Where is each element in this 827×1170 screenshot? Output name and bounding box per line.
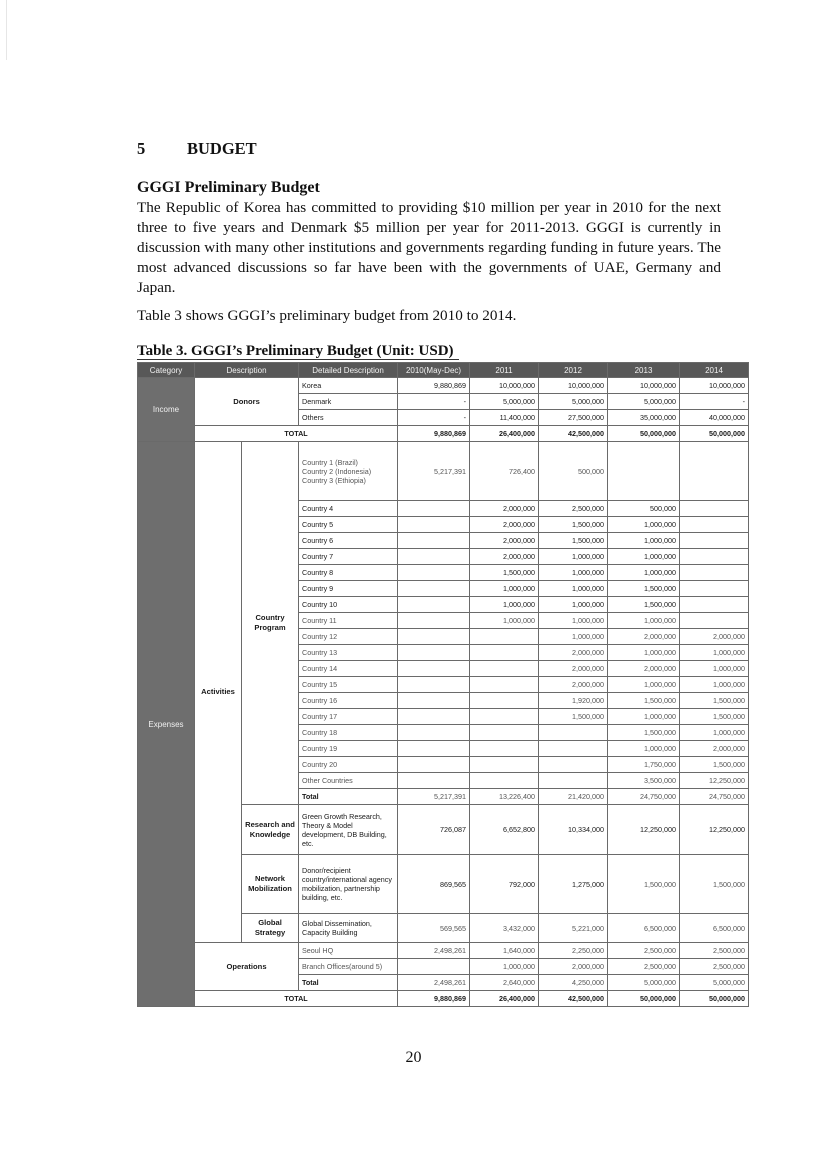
expenses-total-row <box>138 991 749 1007</box>
header-2012: 2012 <box>539 363 608 378</box>
cell-value <box>539 741 608 757</box>
cell-value: 2,000,000 <box>470 549 539 565</box>
cell-value: 6,500,000 <box>608 914 680 943</box>
cell-value: 5,000,000 <box>539 394 608 410</box>
cell-value: 2,500,000 <box>680 959 749 975</box>
cell-value: 2,500,000 <box>608 959 680 975</box>
cell-value: 1,500,000 <box>608 855 680 914</box>
cell-detail: Country 20 <box>299 757 398 773</box>
cell-value: 5,000,000 <box>608 975 680 991</box>
table-row <box>138 442 749 501</box>
cell-value: 10,000,000 <box>539 378 608 394</box>
cell-detail: Country 9 <box>299 581 398 597</box>
cell-value: 2,500,000 <box>608 943 680 959</box>
cell-value <box>470 629 539 645</box>
cell-value: 1,000,000 <box>470 597 539 613</box>
cell-value <box>470 645 539 661</box>
cell-value: 2,000,000 <box>680 629 749 645</box>
cell-value: 35,000,000 <box>608 410 680 426</box>
cell-value <box>470 709 539 725</box>
cell-value: 6,500,000 <box>680 914 749 943</box>
cell-value: 21,420,000 <box>539 789 608 805</box>
cell-value: 1,500,000 <box>539 709 608 725</box>
group-activities: Activities <box>195 442 242 943</box>
cell-detail: Country 7 <box>299 549 398 565</box>
cell-value: 2,500,000 <box>539 501 608 517</box>
cell-value: 1,500,000 <box>680 709 749 725</box>
cell-value: 2,000,000 <box>470 501 539 517</box>
cell-value: 12,250,000 <box>608 805 680 855</box>
cell-value: 2,000,000 <box>539 959 608 975</box>
cell-value <box>398 645 470 661</box>
cell-value: 2,250,000 <box>539 943 608 959</box>
cell-value <box>398 661 470 677</box>
cell-value: 4,250,000 <box>539 975 608 991</box>
table-header-row <box>138 363 749 378</box>
cell-value: 726,400 <box>470 442 539 501</box>
cell-value: 50,000,000 <box>608 991 680 1007</box>
cell-value: 1,500,000 <box>608 581 680 597</box>
cell-value: 1,000,000 <box>608 645 680 661</box>
cell-detail: Country 18 <box>299 725 398 741</box>
cell-detail: Country 13 <box>299 645 398 661</box>
cell-value: 3,500,000 <box>608 773 680 789</box>
cell-detail: Country 17 <box>299 709 398 725</box>
cell-value <box>470 741 539 757</box>
cell-value: 2,498,261 <box>398 975 470 991</box>
cell-value <box>398 757 470 773</box>
cell-value <box>680 597 749 613</box>
cell-value: 1,500,000 <box>680 693 749 709</box>
cell-detail: Country 1 (Brazil) Country 2 (Indonesia) Country 3 (Ethiopia) <box>299 442 398 501</box>
cell-value: 1,000,000 <box>680 661 749 677</box>
subgroup-country-program: Country Program <box>242 442 299 805</box>
cell-value: 869,565 <box>398 855 470 914</box>
header-category: Category <box>138 363 195 378</box>
cell-value: 5,000,000 <box>680 975 749 991</box>
cell-value: 2,000,000 <box>539 677 608 693</box>
cell-value <box>539 773 608 789</box>
cell-value: 10,000,000 <box>680 378 749 394</box>
cell-detail: Country 8 <box>299 565 398 581</box>
cell-value: 26,400,000 <box>470 426 539 442</box>
cell-value <box>680 442 749 501</box>
cell-value: - <box>680 394 749 410</box>
income-total-label: TOTAL <box>195 426 398 442</box>
cell-value <box>398 597 470 613</box>
cell-detail: Country 16 <box>299 693 398 709</box>
cell-value <box>398 741 470 757</box>
cell-value <box>398 629 470 645</box>
cell-detail: Country 19 <box>299 741 398 757</box>
section-heading <box>137 139 257 159</box>
cell-value: 5,217,391 <box>398 442 470 501</box>
cell-value: 12,250,000 <box>680 773 749 789</box>
cell-value: 2,000,000 <box>680 741 749 757</box>
header-2014: 2014 <box>680 363 749 378</box>
cell-value: 1,500,000 <box>680 855 749 914</box>
cell-value: 2,500,000 <box>680 943 749 959</box>
cell-value: 2,000,000 <box>539 645 608 661</box>
label-network: Network Mobilization <box>242 855 299 914</box>
cell-value <box>398 693 470 709</box>
cell-value <box>398 501 470 517</box>
cell-value: 2,498,261 <box>398 943 470 959</box>
cell-value: 6,652,800 <box>470 805 539 855</box>
cell-value: 1,000,000 <box>608 549 680 565</box>
cell-value <box>680 517 749 533</box>
cell-value: 1,000,000 <box>539 629 608 645</box>
cell-detail: Other Countries <box>299 773 398 789</box>
cell-value <box>470 757 539 773</box>
cell-detail: Country 5 <box>299 517 398 533</box>
cell-value: 1,640,000 <box>470 943 539 959</box>
cell-value: 1,500,000 <box>539 533 608 549</box>
cell-detail: Country 11 <box>299 613 398 629</box>
cell-value: 10,000,000 <box>470 378 539 394</box>
cell-detail: Country 12 <box>299 629 398 645</box>
cell-value <box>398 773 470 789</box>
cell-value <box>539 725 608 741</box>
cell-value: 1,750,000 <box>608 757 680 773</box>
cell-detail: Korea <box>299 378 398 394</box>
cell-value: 9,880,869 <box>398 991 470 1007</box>
cell-value <box>398 549 470 565</box>
cell-detail: Green Growth Research, Theory & Model development, DB Building, etc. <box>299 805 398 855</box>
cell-value: 24,750,000 <box>680 789 749 805</box>
cell-value: 2,000,000 <box>608 661 680 677</box>
cell-value <box>398 517 470 533</box>
cell-value <box>608 442 680 501</box>
cell-value: 5,217,391 <box>398 789 470 805</box>
header-2010: 2010(May-Dec) <box>398 363 470 378</box>
cell-value: 10,000,000 <box>608 378 680 394</box>
cell-value <box>398 677 470 693</box>
cell-detail: Total <box>299 789 398 805</box>
cell-value: - <box>398 410 470 426</box>
cell-value: - <box>398 394 470 410</box>
category-expenses: Expenses <box>138 442 195 1007</box>
cell-value: 13,226,400 <box>470 789 539 805</box>
header-2013: 2013 <box>608 363 680 378</box>
cell-value <box>470 773 539 789</box>
cell-value: 1,000,000 <box>608 565 680 581</box>
label-research: Research and Knowledge <box>242 805 299 855</box>
cell-value <box>398 725 470 741</box>
cell-value: 50,000,000 <box>608 426 680 442</box>
cell-detail: Global Dissemination, Capacity Building <box>299 914 398 943</box>
cell-value <box>680 533 749 549</box>
cell-value <box>680 581 749 597</box>
paragraph-table-intro: Table 3 shows GGGI’s preliminary budget from 2010 to 2014. <box>137 307 517 324</box>
cell-value: 1,000,000 <box>539 597 608 613</box>
cell-value: 2,000,000 <box>470 517 539 533</box>
cell-value <box>470 677 539 693</box>
cell-value <box>398 709 470 725</box>
cell-value <box>470 693 539 709</box>
cell-value: 1,275,000 <box>539 855 608 914</box>
cell-value <box>680 549 749 565</box>
cell-value: 24,750,000 <box>608 789 680 805</box>
cell-value <box>398 533 470 549</box>
section-number: 5 <box>137 139 146 158</box>
budget-table <box>137 362 749 1007</box>
cell-value: 27,500,000 <box>539 410 608 426</box>
cell-value: 11,400,000 <box>470 410 539 426</box>
cell-value: 2,640,000 <box>470 975 539 991</box>
table-caption: Table 3. GGGI’s Preliminary Budget (Unit: USD) <box>137 343 454 359</box>
header-description: Description <box>195 363 299 378</box>
cell-value: 1,920,000 <box>539 693 608 709</box>
cell-detail: Others <box>299 410 398 426</box>
cell-detail: Country 6 <box>299 533 398 549</box>
cell-value: 42,500,000 <box>539 991 608 1007</box>
header-2011: 2011 <box>470 363 539 378</box>
cell-detail: Denmark <box>299 394 398 410</box>
cell-value: 726,087 <box>398 805 470 855</box>
cell-detail: Country 4 <box>299 501 398 517</box>
cell-detail: Donor/recipient country/international agency mobilization, partnership building, etc. <box>299 855 398 914</box>
cell-value <box>398 613 470 629</box>
label-operations: Operations <box>195 943 299 991</box>
cell-value: 50,000,000 <box>680 426 749 442</box>
label-global: Global Strategy <box>242 914 299 943</box>
cell-value: 2,000,000 <box>608 629 680 645</box>
cell-value: 1,500,000 <box>470 565 539 581</box>
cell-value: 42,500,000 <box>539 426 608 442</box>
cell-value: 1,000,000 <box>539 581 608 597</box>
cell-detail: Country 14 <box>299 661 398 677</box>
cell-value: 500,000 <box>539 442 608 501</box>
expenses-total-label: TOTAL <box>195 991 398 1007</box>
cell-value: 1,000,000 <box>608 709 680 725</box>
cell-value <box>680 501 749 517</box>
cell-value: 1,000,000 <box>680 725 749 741</box>
income-total-row <box>138 426 749 442</box>
cell-value: 1,000,000 <box>608 677 680 693</box>
cell-value <box>398 581 470 597</box>
cell-value: 1,000,000 <box>470 581 539 597</box>
page-number: 20 <box>405 1049 422 1066</box>
cell-value: 1,000,000 <box>680 645 749 661</box>
cell-value <box>470 725 539 741</box>
cell-value: 500,000 <box>608 501 680 517</box>
cell-value: 1,500,000 <box>608 693 680 709</box>
cell-value <box>470 661 539 677</box>
cell-value: 1,000,000 <box>470 613 539 629</box>
cell-value: 1,500,000 <box>680 757 749 773</box>
cell-value: 1,000,000 <box>608 741 680 757</box>
page-edge-line <box>6 0 7 60</box>
cell-value: 9,880,869 <box>398 426 470 442</box>
header-detailed-description: Detailed Description <box>299 363 398 378</box>
section-title: BUDGET <box>187 139 257 158</box>
cell-detail: Branch Offices(around 5) <box>299 959 398 975</box>
cell-value: 1,000,000 <box>608 533 680 549</box>
cell-value: 2,000,000 <box>470 533 539 549</box>
cell-value <box>398 959 470 975</box>
cell-value: 1,000,000 <box>539 565 608 581</box>
cell-value: 1,500,000 <box>608 597 680 613</box>
paragraph-funding: The Republic of Korea has committed to providing $10 million per year in 2010 for the next three to five years and Denmark $5 million per year for 2011-2013. GGGI is currently in discussion with many other institutions and governments regarding funding in future years. The most advanced discussions so far have been with the governments of UAE, Germany and Japan. <box>137 199 721 296</box>
cell-value: 5,000,000 <box>470 394 539 410</box>
cell-value <box>680 613 749 629</box>
cell-value <box>398 565 470 581</box>
cell-detail: Country 15 <box>299 677 398 693</box>
cell-value: 1,000,000 <box>680 677 749 693</box>
table-row-operations <box>138 943 749 959</box>
cell-value: 9,880,869 <box>398 378 470 394</box>
cell-value: 1,000,000 <box>470 959 539 975</box>
cell-value: 5,000,000 <box>608 394 680 410</box>
cell-value: 792,000 <box>470 855 539 914</box>
cell-value <box>539 757 608 773</box>
caption-underline <box>137 359 459 360</box>
cell-value: 1,500,000 <box>608 725 680 741</box>
cell-value: 12,250,000 <box>680 805 749 855</box>
cell-value: 1,000,000 <box>539 613 608 629</box>
cell-value: 1,500,000 <box>539 517 608 533</box>
cell-value: 10,334,000 <box>539 805 608 855</box>
cell-value: 2,000,000 <box>539 661 608 677</box>
group-donors: Donors <box>195 378 299 426</box>
cell-value: 1,000,000 <box>608 517 680 533</box>
cell-value: 5,221,000 <box>539 914 608 943</box>
cell-value: 50,000,000 <box>680 991 749 1007</box>
cell-value: 3,432,000 <box>470 914 539 943</box>
table-row <box>138 378 749 394</box>
cell-value <box>680 565 749 581</box>
cell-value: 569,565 <box>398 914 470 943</box>
cell-detail: Total <box>299 975 398 991</box>
cell-value: 1,000,000 <box>539 549 608 565</box>
cell-value: 40,000,000 <box>680 410 749 426</box>
subheading: GGGI Preliminary Budget <box>137 179 320 196</box>
cell-value: 26,400,000 <box>470 991 539 1007</box>
cell-detail: Country 10 <box>299 597 398 613</box>
category-income: Income <box>138 378 195 442</box>
cell-detail: Seoul HQ <box>299 943 398 959</box>
cell-value: 1,000,000 <box>608 613 680 629</box>
